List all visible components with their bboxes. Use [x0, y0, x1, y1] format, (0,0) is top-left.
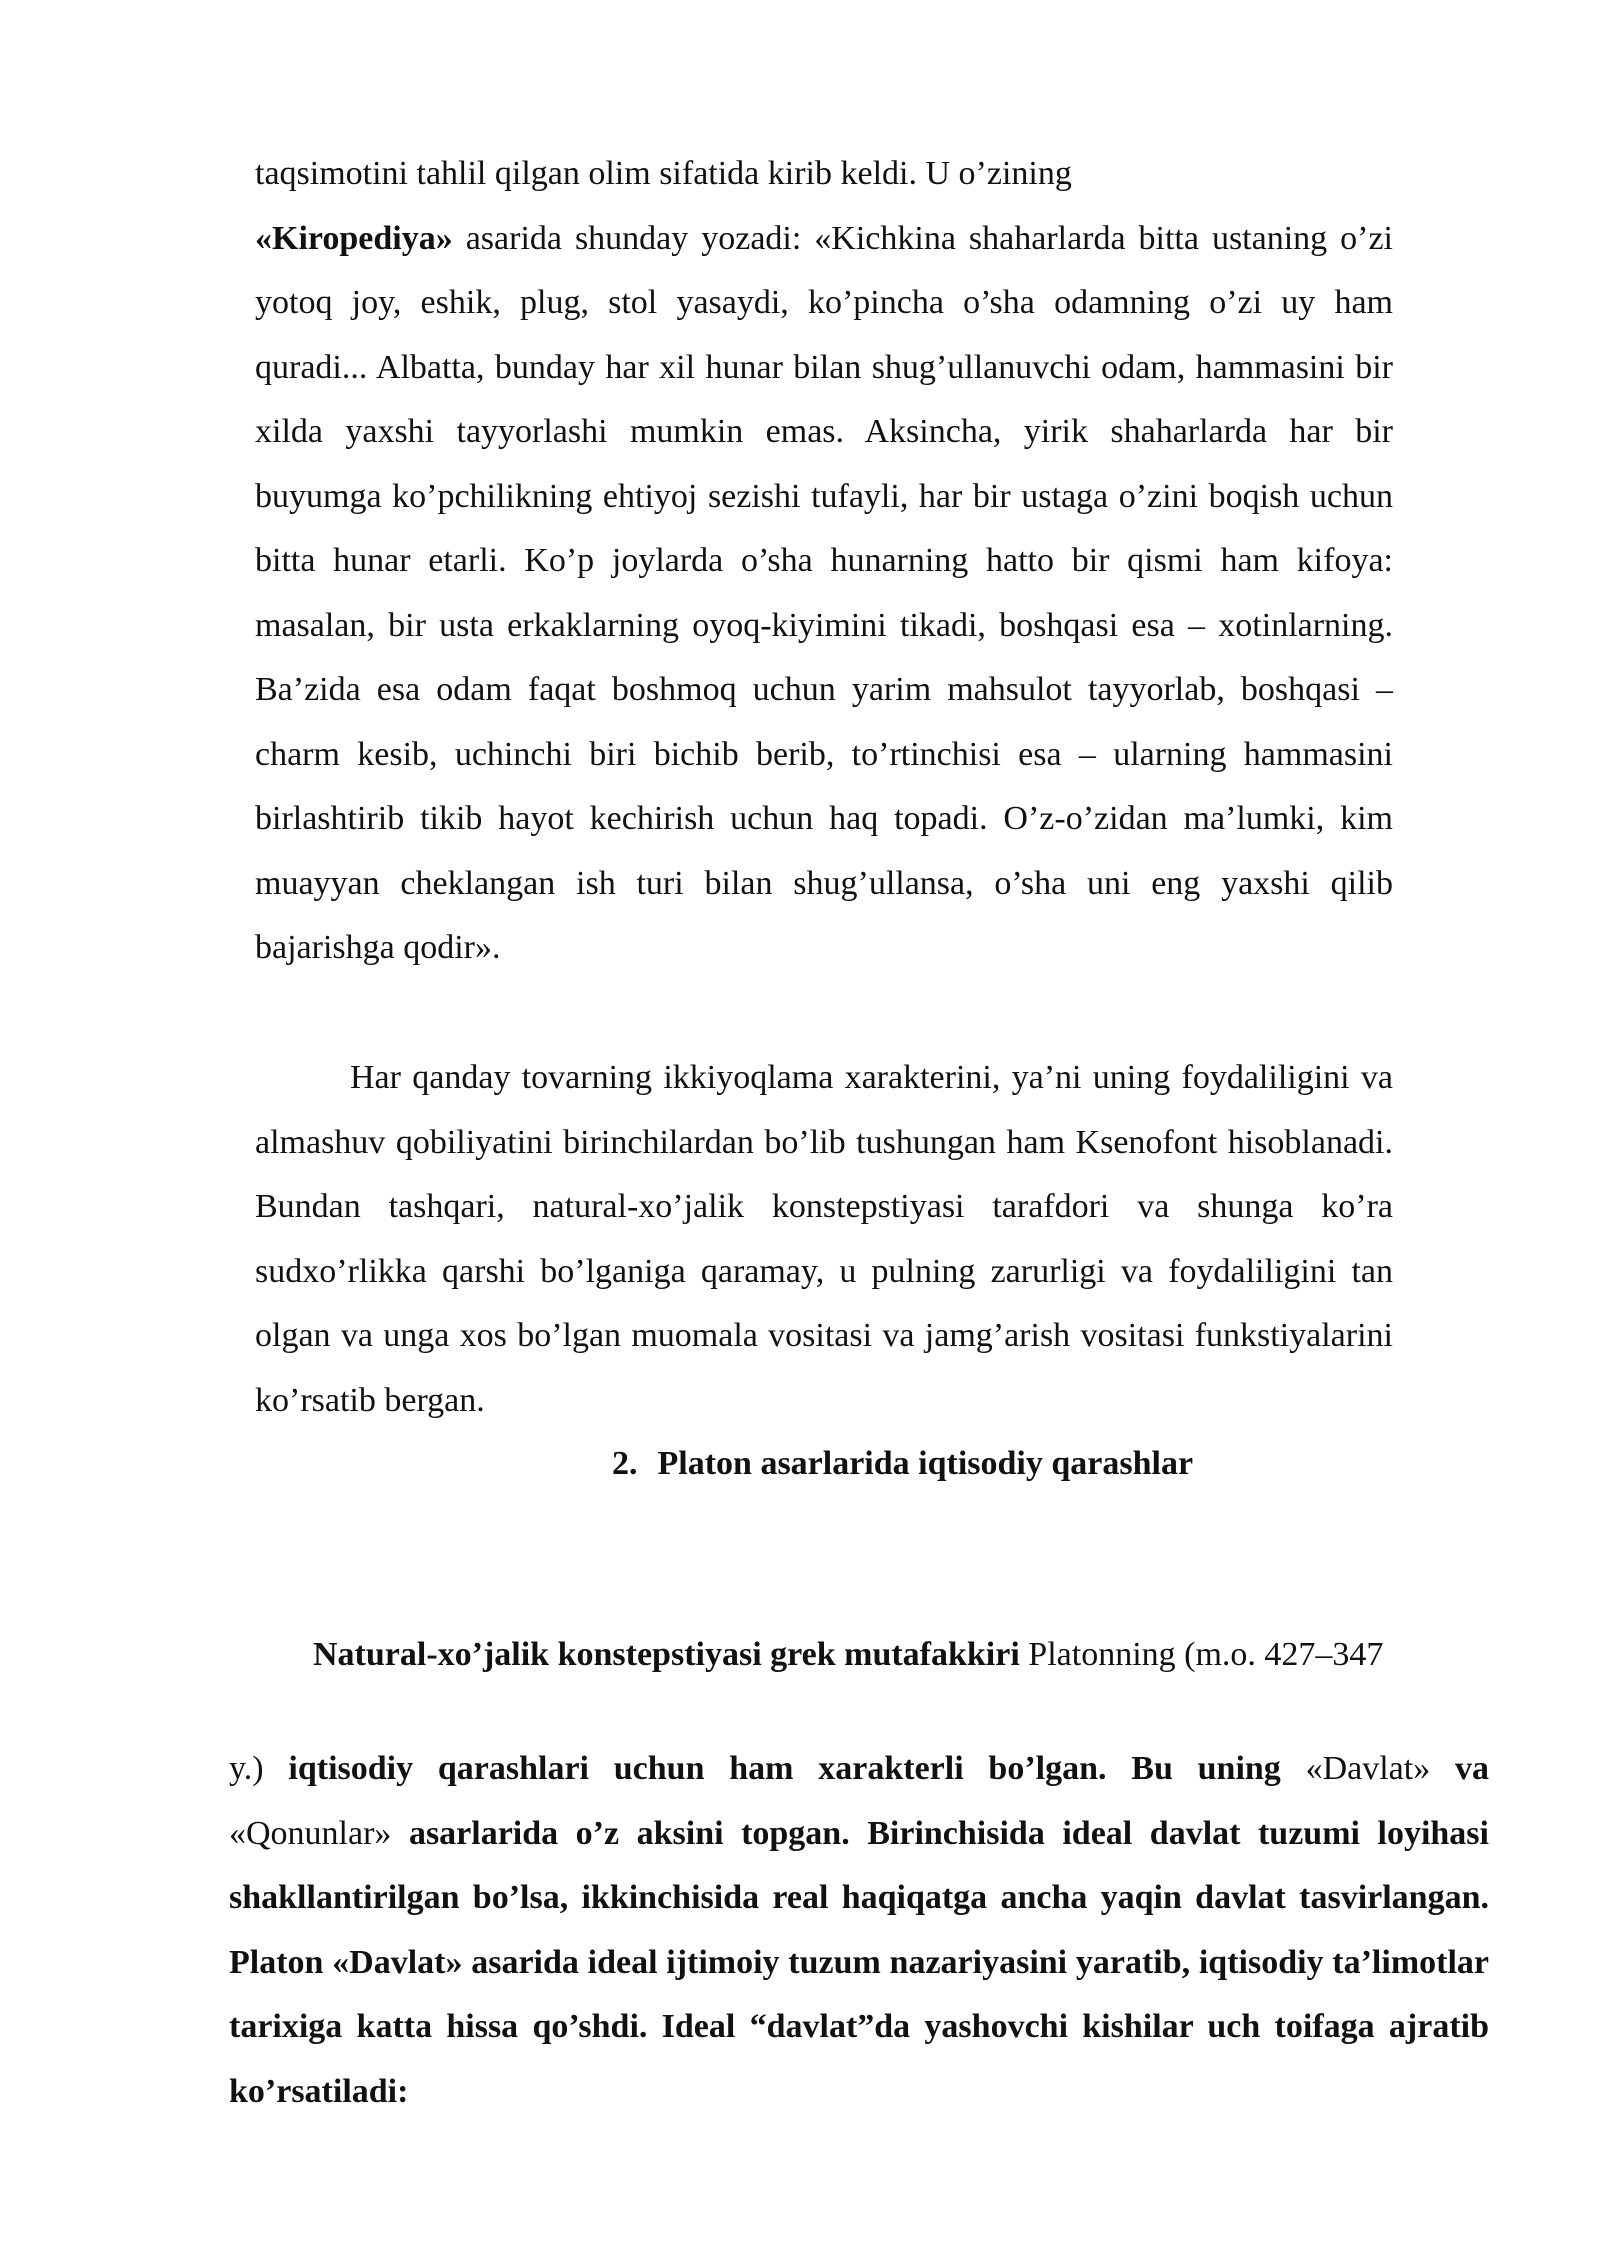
quote-text: asarida shunday yozadi: «Kichkina shaharlarda bitta ustaning o’zi yotoq joy, eshik, plug, stol yasaydi, ko’pincha o’sha odamning o’zi uy ham quradi... Albatta, bunday har xil hunar bilan shug’ullanuvchi odam, hammasini bir xilda yaxshi tayyorlashi mumkin emas. Aksincha, yirik shaharlarda har bir buyumga ko’pchilikning ehtiyoj sezishi tufayli, har bir ustaga o’zini boqish uchun bitta hunar etarli. Ko’p joylarda o’sha hunarning hatto bir qismi ham kifoya: masalan, bir usta erkaklarning oyoq-kiyimini tikadi, boshqasi esa – xotinlarning. Ba’zida esa odam faqat boshmoq uchun yarim mahsulot tayyorlab, boshqasi – charm kesib, uchinchi biri bichib berib, to’rtinchisi esa – ularning hammasini birlashtirib tikib hayot kechirish uchun haq topadi. O’z-o’zidan ma’lumki, kim muayyan cheklangan ish turi bilan shug’ullansa, o’sha uni eng yaxshi qilib bajarishga qodir».	[255, 219, 1393, 966]
paragraph-platon-lead	[313, 1633, 1448, 1677]
section-title: Platon asarlarida iqtisodiy qarashlar	[657, 1445, 1194, 1482]
body-plain-1: y.)	[229, 1750, 289, 1787]
lead-plain-text: Platonning (m.o. 427–347	[1019, 1636, 1384, 1673]
paragraph-kiropediya-quote	[255, 142, 1393, 981]
body-bold-2: va	[1454, 1750, 1489, 1787]
body-bold-3: asarlarida o’z aksini topgan. Birinchisida ideal davlat tuzumi loyihasi shakllantirilgan bo’lsa, ikkinchisida real haqiqatga ancha yaqin davlat tasvirlangan. Platon «Davlat» asarida ideal ijtimoiy tuzum nazariyasini yaratib, iqtisodiy ta’limotlar tarixiga katta hissa qo’shdi. Ideal “davlat”da yashovchi kishilar uch toifaga ajratib ko’rsatiladi:	[229, 1814, 1489, 2110]
body-bold-1: iqtisodiy qarashlari uchun ham xarakterli bo’lgan. Bu uning	[288, 1750, 1281, 1787]
paragraph-ksenofont: Har qanday tovarning ikkiyoqlama xarakterini, ya’ni uning foydaliligini va almashuv qobiliyatini birinchilardan bo’lib tushungan ham Ksenofont hisoblanadi. Bundan tashqari, natural-xo’jalik konstepstiyasi tarafdori va shunga ko’ra sudxo’rlikka qarshi bo’lganiga qaramay, u pulning zarurligi va foydaliligini tan olgan va unga xos bo’lgan muomala vositasi va jamg’arish vositasi funkstiyalarini ko’rsatib bergan.	[255, 1059, 1393, 1419]
paragraph-body	[255, 207, 1393, 981]
lead-bold-text: Natural-xo’jalik konstepstiyasi grek mutafakkiri	[313, 1636, 1020, 1673]
section-number: 2.	[612, 1445, 638, 1482]
section-heading	[612, 1432, 1193, 1496]
book-title: «Kiropediya»	[255, 219, 453, 257]
paragraph-first-line: taqsimotini tahlil qilgan olim sifatida kirib keldi. U o’zining	[255, 155, 1072, 192]
body-plain-3: «Qonunlar»	[229, 1814, 409, 1852]
body-plain-2: «Davlat»	[1280, 1750, 1455, 1787]
paragraph-platon-body	[229, 1737, 1489, 2124]
